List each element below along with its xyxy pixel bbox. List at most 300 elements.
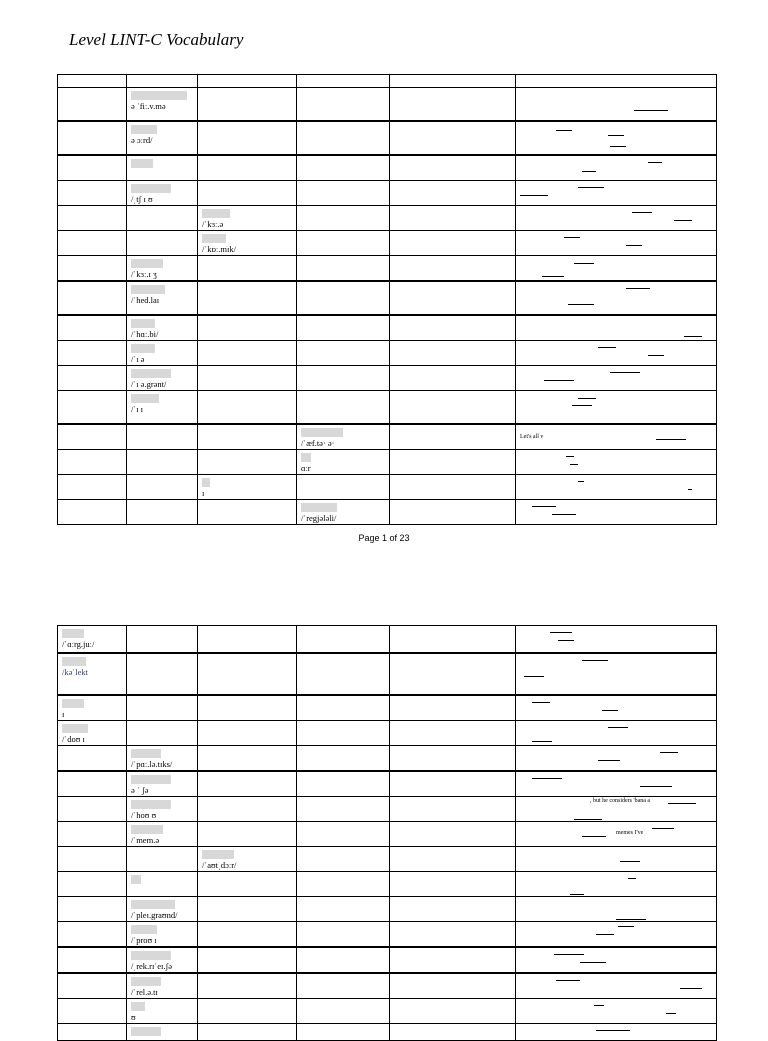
table-cell[interactable] — [297, 626, 390, 654]
table-row — [58, 721, 717, 746]
redacted-word — [62, 629, 84, 638]
table-cell[interactable] — [58, 391, 127, 425]
table-cell[interactable] — [127, 231, 198, 256]
table-cell[interactable] — [58, 75, 127, 88]
fill-in-blank — [640, 786, 672, 787]
table-row — [58, 653, 717, 695]
table-cell[interactable] — [127, 771, 198, 797]
table-cell[interactable] — [516, 231, 717, 256]
table-cell[interactable] — [127, 475, 198, 500]
table-cell[interactable] — [127, 424, 198, 450]
table-row — [58, 922, 717, 948]
redacted-word — [131, 125, 157, 134]
table-cell[interactable] — [127, 626, 198, 654]
table-cell[interactable] — [390, 475, 516, 500]
example-sentence-fragment: , but he considers 'bana a — [590, 798, 651, 804]
table-cell[interactable] — [390, 922, 516, 948]
phonetic-transcription: /ˈæf.tə· ə· — [301, 438, 335, 448]
table-row — [58, 973, 717, 999]
table-cell[interactable] — [198, 721, 297, 746]
fill-in-blank — [520, 195, 548, 196]
table-cell[interactable] — [58, 475, 127, 500]
table-cell[interactable] — [127, 1024, 198, 1041]
table-cell[interactable] — [127, 155, 198, 181]
table-cell[interactable] — [198, 947, 297, 973]
redacted-word — [131, 875, 141, 884]
table-cell[interactable] — [390, 256, 516, 282]
phonetic-transcription: /ˈɪ ə.grənt/ — [131, 379, 167, 389]
fill-in-blank — [666, 1013, 676, 1014]
table-cell[interactable] — [390, 822, 516, 847]
table-cell[interactable] — [58, 847, 127, 872]
fill-in-blank — [684, 336, 702, 337]
phonetic-transcription: ə ˈfiː.v.mə — [131, 101, 166, 111]
table-cell[interactable] — [58, 695, 127, 721]
table-cell[interactable] — [516, 121, 717, 155]
fill-in-blank — [598, 347, 616, 348]
table-cell[interactable] — [516, 822, 717, 847]
fill-in-blank — [532, 778, 562, 779]
table-cell[interactable] — [390, 315, 516, 341]
table-cell[interactable] — [297, 822, 390, 847]
table-cell[interactable] — [297, 947, 390, 973]
fill-in-blank — [660, 752, 678, 753]
table-row — [58, 872, 717, 897]
fill-in-blank — [556, 130, 572, 131]
table-cell[interactable] — [390, 897, 516, 922]
table-cell[interactable] — [390, 75, 516, 88]
table-cell[interactable] — [58, 424, 127, 450]
table-cell[interactable] — [58, 897, 127, 922]
table-cell[interactable] — [58, 341, 127, 366]
table-cell[interactable] — [390, 121, 516, 155]
table-row — [58, 256, 717, 282]
table-cell[interactable] — [58, 872, 127, 897]
table-cell[interactable] — [198, 424, 297, 450]
table-cell[interactable] — [390, 341, 516, 366]
redacted-word — [131, 977, 161, 986]
fill-in-blank — [596, 934, 614, 935]
table-cell[interactable] — [198, 155, 297, 181]
fill-in-blank — [568, 304, 594, 305]
table-cell[interactable] — [58, 181, 127, 206]
table-cell[interactable] — [516, 88, 717, 122]
table-cell[interactable] — [516, 922, 717, 948]
table-cell[interactable] — [198, 695, 297, 721]
table-row — [58, 771, 717, 797]
phonetic-transcription: /ˈaʊtˌdɔːr/ — [202, 860, 237, 870]
table-cell[interactable] — [127, 500, 198, 525]
table-cell[interactable] — [297, 341, 390, 366]
table-row — [58, 500, 717, 525]
table-cell[interactable] — [390, 999, 516, 1024]
table-cell[interactable] — [198, 797, 297, 822]
table-cell[interactable] — [516, 315, 717, 341]
table-cell[interactable] — [297, 847, 390, 872]
table-cell[interactable] — [516, 450, 717, 475]
table-cell[interactable] — [198, 315, 297, 341]
table-cell[interactable] — [198, 973, 297, 999]
table-cell[interactable] — [198, 341, 297, 366]
table-cell[interactable] — [297, 281, 390, 315]
table-cell[interactable] — [516, 281, 717, 315]
table-cell[interactable] — [516, 897, 717, 922]
table-cell[interactable] — [198, 746, 297, 772]
table-cell[interactable] — [297, 121, 390, 155]
table-cell[interactable] — [198, 121, 297, 155]
table-cell[interactable] — [198, 847, 297, 872]
table-cell[interactable] — [516, 424, 717, 450]
table-cell[interactable] — [297, 450, 390, 475]
table-cell[interactable] — [297, 999, 390, 1024]
table-cell[interactable] — [297, 366, 390, 391]
table-cell[interactable] — [198, 281, 297, 315]
table-cell[interactable] — [297, 391, 390, 425]
fill-in-blank — [618, 926, 634, 927]
table-cell[interactable] — [390, 424, 516, 450]
table-cell[interactable] — [516, 973, 717, 999]
table-cell[interactable] — [516, 206, 717, 231]
table-cell[interactable] — [297, 256, 390, 282]
table-cell[interactable] — [297, 155, 390, 181]
table-cell[interactable] — [297, 315, 390, 341]
table-row — [58, 155, 717, 181]
table-cell[interactable] — [127, 121, 198, 155]
table-cell[interactable] — [198, 475, 297, 500]
redacted-word — [131, 1002, 145, 1011]
table-cell[interactable] — [390, 626, 516, 654]
table-cell[interactable] — [58, 121, 127, 155]
table-cell[interactable] — [516, 847, 717, 872]
table-cell[interactable] — [390, 797, 516, 822]
table-cell[interactable] — [516, 653, 717, 695]
table-cell[interactable] — [297, 872, 390, 897]
table-cell[interactable] — [58, 500, 127, 525]
table-cell[interactable] — [297, 973, 390, 999]
table-row — [58, 366, 717, 391]
table-cell[interactable] — [390, 281, 516, 315]
table-cell[interactable] — [127, 797, 198, 822]
table-cell[interactable] — [198, 1024, 297, 1041]
table-cell[interactable] — [390, 973, 516, 999]
table-cell[interactable] — [58, 746, 127, 772]
table-cell[interactable] — [516, 872, 717, 897]
table-cell[interactable] — [297, 797, 390, 822]
example-sentence-fragment: memes I've — [616, 830, 644, 836]
table-cell[interactable] — [297, 695, 390, 721]
redacted-word — [131, 91, 187, 100]
table-cell[interactable] — [58, 822, 127, 847]
table-cell[interactable] — [390, 771, 516, 797]
table-cell[interactable] — [516, 256, 717, 282]
table-cell[interactable] — [198, 771, 297, 797]
table-cell[interactable] — [516, 1024, 717, 1041]
table-cell[interactable] — [516, 797, 717, 822]
table-cell[interactable] — [198, 822, 297, 847]
fill-in-blank — [648, 162, 662, 163]
table-cell[interactable] — [516, 721, 717, 746]
table-cell[interactable] — [127, 872, 198, 897]
table-cell[interactable] — [127, 315, 198, 341]
table-cell[interactable] — [390, 872, 516, 897]
table-cell[interactable] — [58, 771, 127, 797]
table-row — [58, 822, 717, 847]
table-cell[interactable] — [516, 366, 717, 391]
table-cell[interactable] — [58, 315, 127, 341]
phonetic-transcription: ə ˈ ʃə — [131, 785, 149, 795]
table-cell[interactable] — [127, 897, 198, 922]
redacted-word — [202, 209, 230, 218]
table-cell[interactable] — [516, 500, 717, 525]
redacted-word — [131, 369, 171, 378]
table-cell[interactable] — [58, 231, 127, 256]
table-cell[interactable] — [516, 695, 717, 721]
fill-in-blank — [652, 828, 674, 829]
redacted-word — [131, 800, 171, 809]
fill-in-blank — [564, 237, 580, 238]
table-cell[interactable] — [127, 695, 198, 721]
table-cell[interactable] — [58, 721, 127, 746]
fill-in-blank — [570, 894, 584, 895]
redacted-word — [131, 285, 165, 294]
table-cell[interactable] — [198, 391, 297, 425]
phonetic-transcription: /ˈɪ ə — [131, 354, 145, 364]
table-cell[interactable] — [297, 181, 390, 206]
fill-in-blank — [626, 245, 642, 246]
table-cell[interactable] — [58, 256, 127, 282]
table-cell[interactable] — [58, 366, 127, 391]
phonetic-transcription: /ˈhed.laɪ — [131, 295, 160, 305]
table-cell[interactable] — [516, 771, 717, 797]
table-cell[interactable] — [390, 155, 516, 181]
table-cell[interactable] — [516, 626, 717, 654]
table-row — [58, 1024, 717, 1041]
table-cell[interactable] — [390, 653, 516, 695]
table-cell[interactable] — [58, 922, 127, 948]
table-cell[interactable] — [127, 746, 198, 772]
table-cell[interactable] — [198, 181, 297, 206]
fill-in-blank — [572, 405, 592, 406]
phonetic-transcription: /ˈhoʊ ʊ — [131, 810, 157, 820]
table-cell[interactable] — [198, 88, 297, 122]
table-cell[interactable] — [297, 424, 390, 450]
table-cell[interactable] — [127, 88, 198, 122]
vocabulary-table-2 — [57, 625, 717, 1041]
table-cell[interactable] — [390, 366, 516, 391]
phonetic-transcription: /ˈregjələli/ — [301, 513, 337, 523]
fill-in-blank — [616, 919, 646, 920]
table-cell[interactable] — [390, 500, 516, 525]
phonetic-transcription: /ˈmem.ə — [131, 835, 160, 845]
table-cell[interactable] — [297, 88, 390, 122]
table-cell[interactable] — [297, 922, 390, 948]
fill-in-blank — [558, 640, 574, 641]
table-cell[interactable] — [516, 999, 717, 1024]
table-cell[interactable] — [58, 653, 127, 695]
phonetic-transcription: ɑːr — [301, 463, 311, 473]
redacted-word — [131, 319, 155, 328]
table-cell[interactable] — [390, 231, 516, 256]
table-cell[interactable] — [58, 626, 127, 654]
table-cell[interactable] — [58, 281, 127, 315]
table-cell[interactable] — [198, 897, 297, 922]
fill-in-blank — [608, 135, 624, 136]
table-cell[interactable] — [297, 231, 390, 256]
table-row — [58, 999, 717, 1024]
table-cell[interactable] — [297, 746, 390, 772]
table-cell[interactable] — [127, 75, 198, 88]
table-cell[interactable] — [127, 391, 198, 425]
table-cell[interactable] — [127, 947, 198, 973]
table-row — [58, 695, 717, 721]
table-cell[interactable] — [58, 88, 127, 122]
table-cell[interactable] — [390, 391, 516, 425]
table-cell[interactable] — [198, 626, 297, 654]
table-row — [58, 206, 717, 231]
table-cell[interactable] — [516, 75, 717, 88]
table-cell[interactable] — [127, 822, 198, 847]
fill-in-blank — [580, 962, 606, 963]
phonetic-transcription: /ˈdoʊ ɪ — [62, 734, 85, 744]
fill-in-blank — [542, 276, 564, 277]
table-cell[interactable] — [390, 721, 516, 746]
fill-in-blank — [610, 372, 640, 373]
table-cell[interactable] — [297, 721, 390, 746]
fill-in-blank — [582, 660, 608, 661]
phonetic-transcription: ə ɔːrd/ — [131, 135, 153, 145]
fill-in-blank — [620, 861, 640, 862]
phonetic-transcription: /ˈpɑː.lə.tɪks/ — [131, 759, 173, 769]
table-cell[interactable] — [127, 653, 198, 695]
table-row — [58, 797, 717, 822]
table-cell[interactable] — [58, 947, 127, 973]
phonetic-transcription: /ˈɪ ɪ — [131, 404, 144, 414]
table-row — [58, 231, 717, 256]
table-cell[interactable] — [297, 653, 390, 695]
redacted-word — [131, 925, 157, 934]
table-cell[interactable] — [198, 75, 297, 88]
fill-in-blank — [656, 439, 686, 440]
table-cell[interactable] — [297, 771, 390, 797]
table-cell[interactable] — [198, 256, 297, 282]
table-cell[interactable] — [390, 206, 516, 231]
table-cell[interactable] — [198, 922, 297, 948]
table-cell[interactable] — [198, 999, 297, 1024]
table-cell[interactable] — [516, 155, 717, 181]
phonetic-transcription: /ˈrel.ə.tɪ — [131, 987, 158, 997]
table-cell[interactable] — [127, 450, 198, 475]
table-cell[interactable] — [516, 746, 717, 772]
table-cell[interactable] — [198, 206, 297, 231]
table-cell[interactable] — [58, 155, 127, 181]
table-cell[interactable] — [58, 1024, 127, 1041]
fill-in-blank — [574, 819, 602, 820]
table-cell[interactable] — [127, 256, 198, 282]
table-cell[interactable] — [198, 872, 297, 897]
table-cell[interactable] — [390, 847, 516, 872]
table-cell[interactable] — [127, 206, 198, 231]
redacted-word — [62, 699, 84, 708]
table-cell[interactable] — [198, 500, 297, 525]
table-cell[interactable] — [390, 695, 516, 721]
table-cell[interactable] — [127, 999, 198, 1024]
table-cell[interactable] — [297, 206, 390, 231]
redacted-word — [131, 951, 171, 960]
table-cell[interactable] — [390, 450, 516, 475]
phonetic-transcription: /ˈpleɪ.graʊnd/ — [131, 910, 178, 920]
table-cell[interactable] — [198, 450, 297, 475]
table-cell[interactable] — [516, 341, 717, 366]
table-row — [58, 315, 717, 341]
redacted-word — [131, 1027, 161, 1036]
table-cell[interactable] — [127, 973, 198, 999]
redacted-word — [301, 503, 337, 512]
table-row — [58, 450, 717, 475]
table-row — [58, 626, 717, 654]
table-cell[interactable] — [127, 721, 198, 746]
table-cell[interactable] — [297, 475, 390, 500]
example-sentence-fragment: Let's all v — [520, 434, 544, 440]
table-cell[interactable] — [58, 206, 127, 231]
table-cell[interactable] — [390, 88, 516, 122]
table-row — [58, 341, 717, 366]
table-cell[interactable] — [127, 281, 198, 315]
phonetic-transcription: /ˈproʊ ɪ — [131, 935, 157, 945]
table-cell[interactable] — [58, 450, 127, 475]
table-cell[interactable] — [297, 75, 390, 88]
table-cell[interactable] — [127, 181, 198, 206]
fill-in-blank — [628, 878, 636, 879]
phonetic-transcription: ʊ — [131, 1012, 136, 1022]
table-cell[interactable] — [127, 366, 198, 391]
table-cell[interactable] — [390, 181, 516, 206]
table-cell[interactable] — [297, 500, 390, 525]
redacted-word — [301, 428, 343, 437]
table-cell[interactable] — [127, 341, 198, 366]
redacted-word — [131, 825, 163, 834]
table-cell[interactable] — [390, 1024, 516, 1041]
phonetic-transcription: ɪ — [202, 488, 205, 498]
table-cell[interactable] — [58, 999, 127, 1024]
table-cell[interactable] — [198, 366, 297, 391]
table-row — [58, 424, 717, 450]
table-cell[interactable] — [516, 181, 717, 206]
table-cell[interactable] — [297, 897, 390, 922]
fill-in-blank — [582, 836, 606, 837]
table-row — [58, 897, 717, 922]
phonetic-transcription: /kəˈlekt — [62, 667, 88, 677]
fill-in-blank — [602, 710, 618, 711]
table-cell[interactable] — [127, 922, 198, 948]
vocabulary-table-1 — [57, 74, 717, 525]
table-cell[interactable] — [58, 973, 127, 999]
table-cell[interactable] — [516, 391, 717, 425]
fill-in-blank — [570, 464, 578, 465]
phonetic-transcription: /ˌrek.rɪˈeɪ.ʃə — [131, 961, 173, 971]
table-cell[interactable] — [516, 947, 717, 973]
table-cell[interactable] — [297, 1024, 390, 1041]
table-cell[interactable] — [390, 947, 516, 973]
table-row — [58, 847, 717, 872]
table-cell[interactable] — [198, 231, 297, 256]
redacted-word — [202, 234, 226, 243]
table-cell[interactable] — [58, 797, 127, 822]
table-cell[interactable] — [127, 847, 198, 872]
table-cell[interactable] — [198, 653, 297, 695]
redacted-word — [301, 453, 311, 462]
table-cell[interactable] — [516, 475, 717, 500]
table-cell[interactable] — [390, 746, 516, 772]
